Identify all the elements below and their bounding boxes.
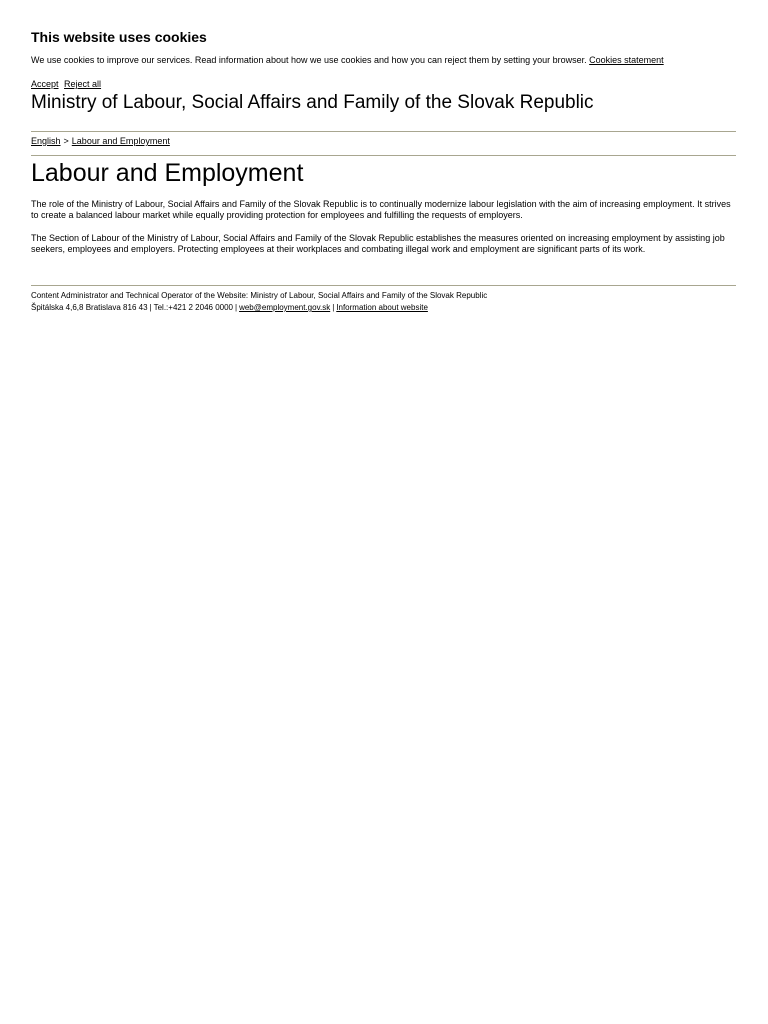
content-paragraph-role: The role of the Ministry of Labour, Social Affairs and Family of the Slovak Republic is to continually modernize labour legislation with the aim of increasing employment. It strives to create a balanced labour market while equally providing protection for employees and fulfilling the requests of employers. [31,199,731,220]
reject-cookies-button[interactable]: Reject all [64,79,102,89]
footer-email-link[interactable]: web@employment.gov.sk [239,303,331,312]
cookie-banner-title: This website uses cookies [31,29,207,45]
footer-separator: | [235,303,238,312]
breadcrumb-item-labour-and-employment[interactable]: Labour and Employment [71,136,170,146]
cookie-actions [31,79,104,90]
cookie-banner-text [31,55,664,66]
breadcrumb [31,136,170,147]
cookie-banner-message: We use cookies to improve our services. Read information about how we use cookies and how you can reject them by setting your browser. [31,55,587,65]
header-divider [31,131,736,132]
footer-divider [31,285,736,286]
site-title: Ministry of Labour, Social Affairs and Family of the Slovak Republic [31,92,594,113]
breadcrumb-separator: > [63,136,69,146]
footer-operator: Content Administrator and Technical Operator of the Website: Ministry of Labour, Social Affairs and Family of the Slovak Republic [31,291,488,300]
footer-info-link[interactable]: Information about website [336,303,428,312]
content-paragraph-section: The Section of Labour of the Ministry of Labour, Social Affairs and Family of the Slovak Republic establishes the measures oriented on increasing employment by assisting job seekers, employees and employers. Protecting employees at their workplaces and combating illegal work and employment are significant parts of its work. [31,233,725,254]
footer-phone: Tel.:+421 2 2046 0000 [153,303,233,312]
footer-separator: | [149,303,152,312]
footer-separator: | [332,303,335,312]
page-title: Labour and Employment [31,159,304,187]
accept-cookies-button[interactable]: Accept [31,79,59,89]
breadcrumb-item-english[interactable]: English [31,136,61,146]
breadcrumb-divider [31,155,736,156]
footer-contact [31,303,428,313]
cookies-statement-link[interactable]: Cookies statement [589,55,664,65]
footer-address: Špitálska 4,6,8 Bratislava 816 43 [31,303,148,312]
